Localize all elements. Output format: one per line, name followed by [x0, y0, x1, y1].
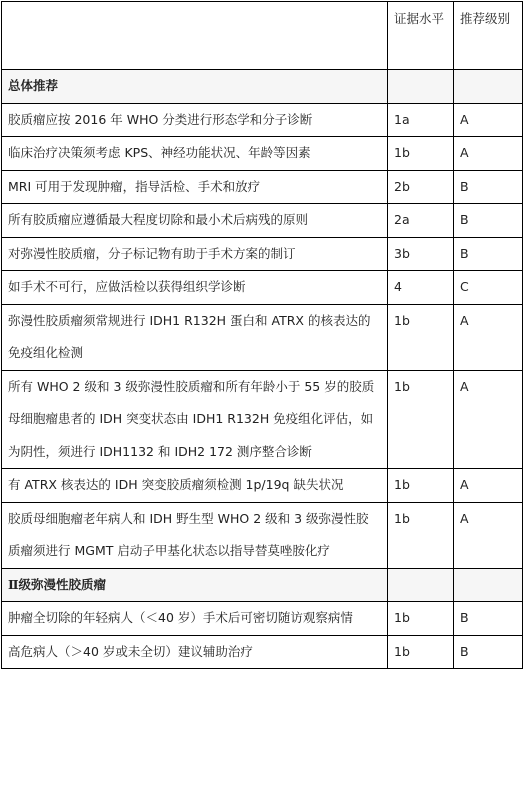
recommendation-text: 胶质瘤应按 2016 年 WHO 分类进行形态学和分子诊断 — [2, 103, 388, 137]
recommendation-text: 如手术不可行，应做活检以获得组织学诊断 — [2, 271, 388, 305]
evidence-level: 1b — [388, 602, 454, 636]
evidence-level: 1b — [388, 137, 454, 171]
recommendation-grade: B — [454, 204, 523, 238]
recommendation-grade: A — [454, 137, 523, 171]
recommendation-grade: C — [454, 271, 523, 305]
recommendation-text: 高危病人（＞40 岁或未全切）建议辅助治疗 — [2, 635, 388, 669]
table-row — [2, 204, 523, 238]
table-row — [2, 237, 523, 271]
section-empty-cell — [454, 70, 523, 104]
recommendation-grade: A — [454, 502, 523, 568]
section-title: 总体推荐 — [2, 70, 388, 104]
header-cell-recommendation-grade: 推荐级别 — [454, 2, 523, 70]
section-empty-cell — [454, 568, 523, 602]
section-empty-cell — [388, 568, 454, 602]
recommendation-text: 所有胶质瘤应遵循最大程度切除和最小术后病残的原则 — [2, 204, 388, 238]
roman-numeral: Ⅱ — [8, 576, 19, 592]
table-row — [2, 304, 523, 370]
recommendation-text: 胶质母细胞瘤老年病人和 IDH 野生型 WHO 2 级和 3 级弥漫性胶质瘤须进行 MGMT 启动子甲基化状态以指导替莫唑胺化疗 — [2, 502, 388, 568]
recommendation-grade: B — [454, 170, 523, 204]
recommendation-text: 有 ATRX 核表达的 IDH 突变胶质瘤须检测 1p/19q 缺失状况 — [2, 469, 388, 503]
evidence-level: 1b — [388, 370, 454, 469]
evidence-level: 3b — [388, 237, 454, 271]
section-title-text: 级弥漫性胶质瘤 — [18, 576, 107, 592]
recommendation-grade: A — [454, 103, 523, 137]
evidence-level: 4 — [388, 271, 454, 305]
evidence-level: 1b — [388, 635, 454, 669]
recommendation-grade: B — [454, 635, 523, 669]
header-cell-recommendation — [2, 2, 388, 70]
evidence-level: 1a — [388, 103, 454, 137]
table-header-row — [2, 2, 523, 70]
recommendation-text: 所有 WHO 2 级和 3 级弥漫性胶质瘤和所有年龄小于 55 岁的胶质母细胞瘤患者的 IDH 突变状态由 IDH1 R132H 免疫组化评估，如为阴性，须进行 IDH1132 和 IDH2 172 测序整合诊断 — [2, 370, 388, 469]
section-row — [2, 70, 523, 104]
evidence-level: 2a — [388, 204, 454, 238]
table-row — [2, 137, 523, 171]
evidence-level: 1b — [388, 502, 454, 568]
recommendation-grade: B — [454, 602, 523, 636]
table-row — [2, 469, 523, 503]
table-row — [2, 502, 523, 568]
recommendation-text: MRI 可用于发现肿瘤，指导活检、手术和放疗 — [2, 170, 388, 204]
section-empty-cell — [388, 70, 454, 104]
table-row — [2, 103, 523, 137]
recommendation-text: 对弥漫性胶质瘤，分子标记物有助于手术方案的制订 — [2, 237, 388, 271]
section-title — [2, 568, 388, 602]
recommendation-table — [1, 1, 523, 669]
recommendation-grade: B — [454, 237, 523, 271]
evidence-level: 2b — [388, 170, 454, 204]
recommendation-grade: A — [454, 469, 523, 503]
recommendation-grade: A — [454, 370, 523, 469]
table-row — [2, 635, 523, 669]
table-row — [2, 370, 523, 469]
table-row — [2, 170, 523, 204]
table-row — [2, 271, 523, 305]
header-cell-evidence-level: 证据水平 — [388, 2, 454, 70]
evidence-level: 1b — [388, 469, 454, 503]
recommendation-text: 肿瘤全切除的年轻病人（＜40 岁）手术后可密切随访观察病情 — [2, 602, 388, 636]
evidence-level: 1b — [388, 304, 454, 370]
recommendation-grade: A — [454, 304, 523, 370]
section-row — [2, 568, 523, 602]
recommendation-text: 临床治疗决策须考虑 KPS、神经功能状况、年龄等因素 — [2, 137, 388, 171]
table-row — [2, 602, 523, 636]
table-body — [2, 2, 523, 669]
recommendation-text: 弥漫性胶质瘤须常规进行 IDH1 R132H 蛋白和 ATRX 的核表达的免疫组化检测 — [2, 304, 388, 370]
